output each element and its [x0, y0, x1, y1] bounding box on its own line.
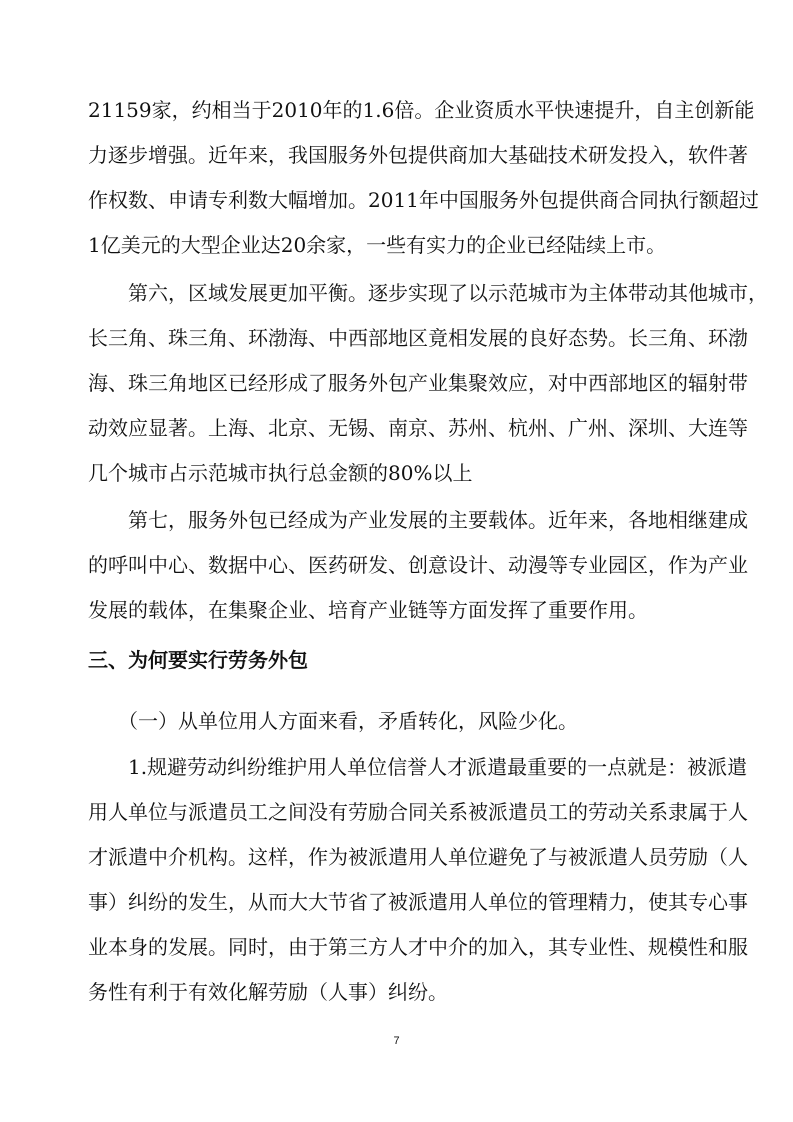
text-line: 事）纠纷的发生，从而大大节省了被派遣用人单位的管理精力，使其专心事	[88, 890, 748, 914]
text-line: 21159家，约相当于2010年的1.6倍。企业资质水平快速提升，自主创新能	[88, 98, 755, 122]
text-line: 力逐步增强。近年来，我国服务外包提供商加大基础技术研发投入，软件著	[88, 143, 748, 167]
text-line: 1亿美元的大型企业达20余家，一些有实力的企业已经陆续上市。	[88, 233, 667, 257]
subsection-heading: （一）从单位用人方面来看，矛盾转化，风险少化。	[88, 709, 578, 733]
text-line: 第六，区域发展更加平衡。逐步实现了以示范城市为主体带动其他城市，	[88, 281, 768, 305]
page-number: 7	[393, 1035, 400, 1047]
text-line: 用人单位与派遣员工之间没有劳励合同关系被派遣员工的劳动关系隶属于人	[88, 800, 748, 824]
text-line: 务性有利于有效化解劳励（人事）纠纷。	[88, 980, 448, 1004]
text-line: 作权数、申请专利数大幅增加。2011年中国服务外包提供商合同执行额超过	[88, 188, 759, 212]
text-line: 动效应显著。上海、北京、无锡、南京、苏州、杭州、广州、深圳、大连等	[88, 416, 748, 440]
section-heading: 三、为何要实行劳务外包	[88, 648, 308, 672]
text-line: 才派遣中介机构。这样，作为被派遣用人单位避免了与被派遣人员劳励（人	[88, 845, 748, 869]
text-line: 的呼叫中心、数据中心、医药研发、创意设计、动漫等专业园区，作为产业	[88, 553, 748, 577]
text-line: 海、珠三角地区已经形成了服务外包产业集聚效应，对中西部地区的辐射带	[88, 371, 748, 395]
text-line: 业本身的发展。同时，由于第三方人才中介的加入，其专业性、规模性和服	[88, 935, 748, 959]
text-line: 发展的载体，在集聚企业、培育产业链等方面发挥了重要作用。	[88, 598, 648, 622]
text-line: 1.规避劳动纠纷维护用人单位信誉人才派遣最重要的一点就是：被派遣	[88, 755, 748, 779]
text-line: 长三角、珠三角、环渤海、中西部地区竟相发展的良好态势。长三角、环渤	[88, 326, 748, 350]
text-line: 第七，服务外包已经成为产业发展的主要载体。近年来，各地相继建成	[88, 508, 748, 532]
text-line: 几个城市占示范城市执行总金额的80%以上	[88, 461, 473, 485]
